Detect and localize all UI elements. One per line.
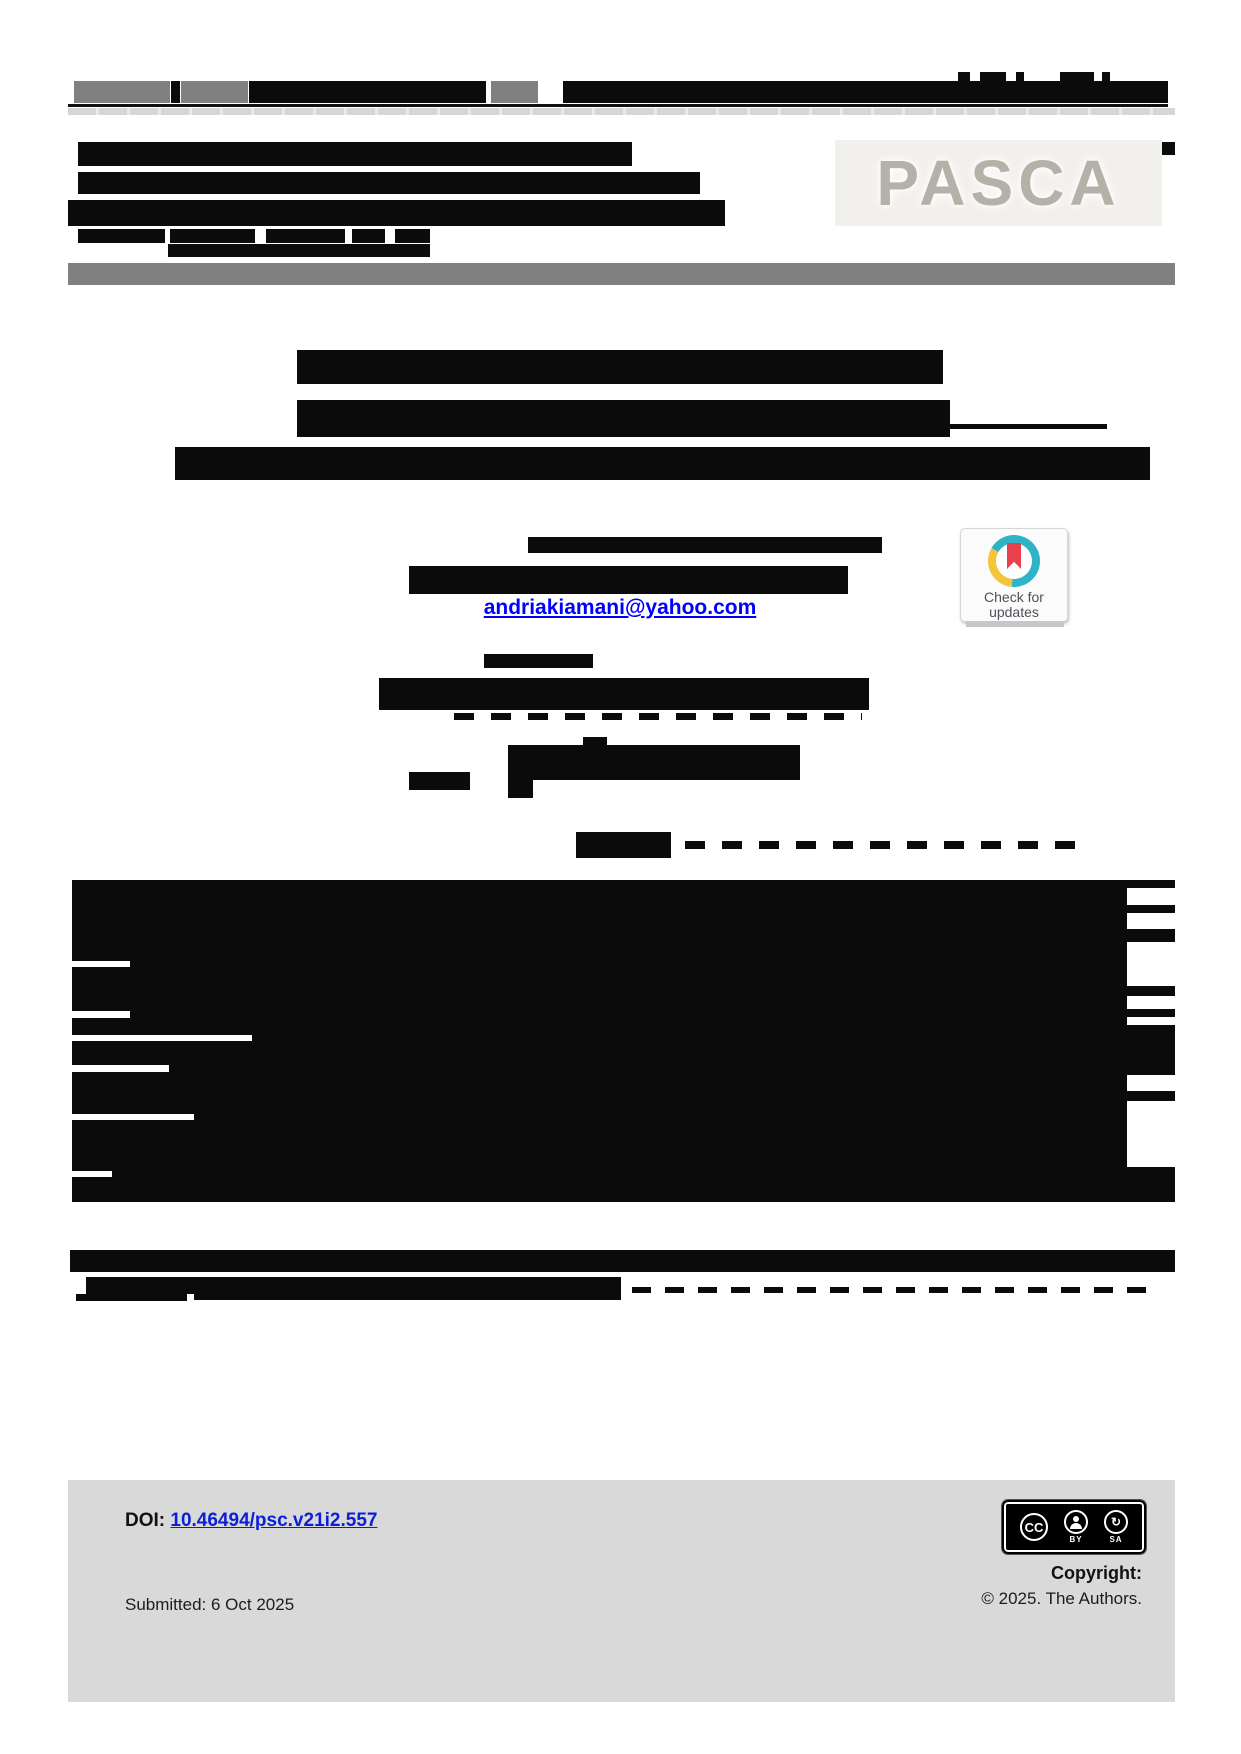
redacted-text [352,229,385,243]
doi-link[interactable]: 10.46494/psc.v21i2.557 [170,1510,378,1531]
cc-by-label: BY [1069,1535,1083,1544]
redacted-text [1060,72,1094,81]
header-strip [68,108,1175,115]
copyright-label: Copyright: [1051,1563,1142,1583]
line-end-gap [1127,1075,1175,1091]
redacted-text [395,229,430,243]
redacted-title-rule [950,424,1107,429]
redacted-text [74,81,170,103]
redacted-text [1016,72,1024,81]
redacted-text [170,229,255,243]
line-start-gap [72,961,130,967]
redacted-abstract-body [72,880,1175,1202]
redacted-text [171,81,180,103]
check-for-updates-icon [988,535,1040,587]
redacted-underline-dashes [632,1287,1156,1293]
line-end-gap [1127,913,1175,929]
section-divider-bar [68,263,1175,285]
redacted-text [78,229,165,243]
redacted-text [76,1294,187,1301]
line-end-gap [1127,1101,1175,1167]
redacted-text [409,772,470,790]
redacted-journal-subtitle [78,172,700,194]
redacted-text [491,81,538,103]
redacted-text [1102,72,1110,81]
redacted-title-line [297,350,943,384]
author-email-link[interactable]: andriakiamani@yahoo.com [483,596,757,619]
cc-sa-arrow-icon: ↻ [1104,1510,1128,1534]
check-badge-line1: Check for [984,589,1044,605]
redacted-keywords-line [70,1250,1175,1272]
redacted-journal-title [78,142,632,166]
doi-line [125,1510,377,1532]
redacted-text [249,81,486,103]
line-start-gap [72,1171,112,1177]
redacted-title-line [297,400,950,437]
redacted-underline-dashes [685,841,1086,849]
article-metadata-footer [68,1480,1175,1702]
line-end-gap [1127,942,1175,986]
redacted-text [168,244,430,257]
journal-logo [835,140,1162,226]
cc-by-person-icon [1064,1510,1088,1534]
line-start-gap [72,1011,130,1018]
redacted-text [194,1294,621,1300]
redacted-abstract-heading [576,832,671,858]
copyright-text: © 2025. The Authors. [981,1589,1142,1608]
redacted-affiliation [379,678,869,710]
line-start-gap [72,1035,252,1041]
redacted-text [181,81,248,103]
doi-label: DOI: [125,1510,171,1531]
check-badge-line2: updates [989,604,1039,620]
redacted-text [563,81,1168,103]
cc-sa-label: SA [1109,1535,1123,1544]
submitted-date: Submitted: 6 Oct 2025 [125,1595,295,1614]
header-rule [68,104,1168,107]
redacted-text [980,72,1006,81]
redacted-affiliation [409,566,848,594]
redacted-text [266,229,345,243]
redacted-keywords-line [86,1277,621,1294]
line-start-gap [72,1065,169,1072]
redacted-title-line [175,447,1150,480]
redacted-text [508,780,533,798]
line-end-gap [1127,888,1175,905]
cc-by-sa-license-badge[interactable] [1002,1500,1146,1554]
redacted-author-names [528,537,882,553]
redacted-issue-info [68,200,725,226]
line-end-gap [1127,996,1175,1009]
redacted-text [484,654,593,668]
redacted-text [508,745,800,780]
redacted-text [958,72,970,81]
redacted-underline-dashes [454,713,862,720]
badge-shadow [966,621,1064,627]
journal-logo-text: PASCA [876,147,1121,219]
check-for-updates-badge[interactable] [960,528,1068,622]
line-start-gap [72,1114,194,1120]
line-end-gap [1127,1017,1175,1025]
cc-icon: CC [1020,1513,1048,1541]
